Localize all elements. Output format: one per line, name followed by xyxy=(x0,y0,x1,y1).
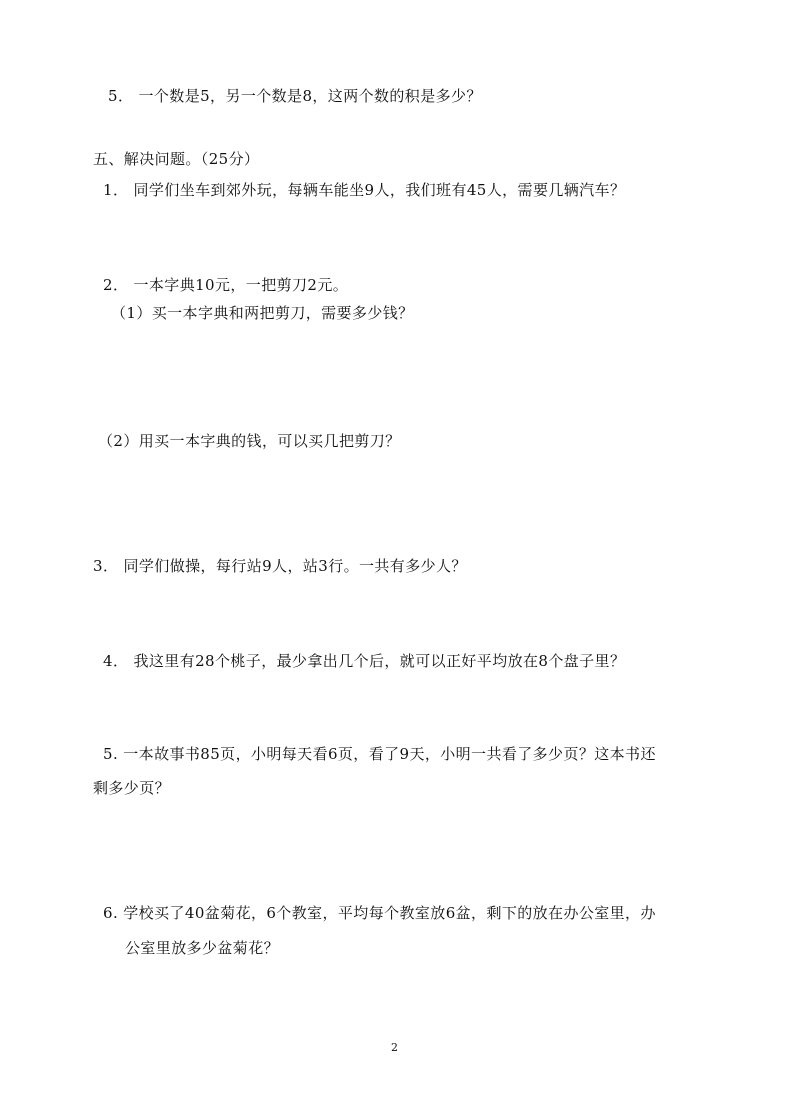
section-heading: 五、解决问题。（25分） xyxy=(93,150,260,168)
question-2: 2． 一本字典10元，一把剪刀2元。 xyxy=(103,276,349,294)
question-1: 1． 同学们坐车到郊外玩，每辆车能坐9人，我们班有45人，需要几辆汽车？ xyxy=(103,181,626,199)
question-2-part-1: （1）买一本字典和两把剪刀，需要多少钱？ xyxy=(111,304,414,322)
page-number: 2 xyxy=(391,1041,398,1054)
question-3: 3． 同学们做操，每行站9人，站3行。一共有多少人？ xyxy=(93,557,467,575)
question-2-part-2: （2）用买一本字典的钱，可以买几把剪刀？ xyxy=(98,432,401,450)
question-6-line-1: 6. 学校买了40盆菊花，6个教室，平均每个教室放6盆，剩下的放在办公室里，办 xyxy=(103,904,656,922)
question-4: 4． 我这里有28个桃子，最少拿出几个后，就可以正好平均放在8个盘子里？ xyxy=(103,652,626,670)
question-prev-5: 5． 一个数是5，另一个数是8，这两个数的积是多少？ xyxy=(108,87,482,105)
question-5-line-2: 剩多少页？ xyxy=(93,779,171,797)
question-6-line-2: 公室里放多少盆菊花？ xyxy=(125,939,280,957)
question-5-line-1: 5. 一本故事书85页，小明每天看6页，看了9天，小明一共看了多少页？这本书还 xyxy=(103,745,656,763)
